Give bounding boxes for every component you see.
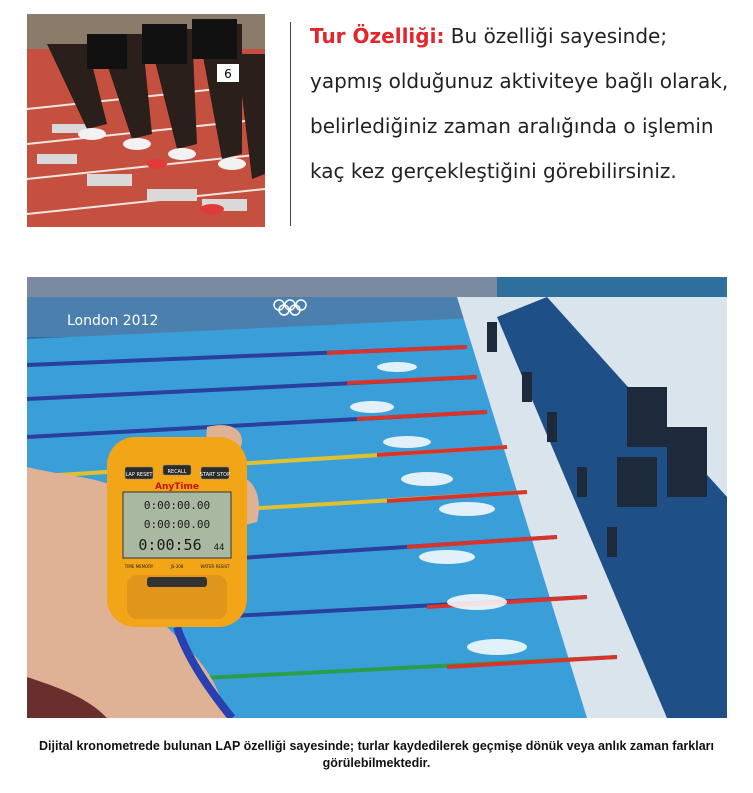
display-row-1: 0:00:00.00	[143, 499, 211, 512]
feature-title: Tur Özelliği:	[310, 24, 445, 48]
label-memory: TIME MEMORY	[124, 564, 154, 569]
sprinters-illustration	[27, 14, 265, 227]
button-label-recall: RECALL	[167, 469, 187, 475]
bib-number: 6	[224, 67, 232, 81]
display-row-3-small: 44	[213, 543, 225, 553]
label-model: JS-308	[170, 564, 184, 569]
feature-body: Bu özelliği sayesinde; yapmış olduğunuz aktiviteye bağlı olarak, belirlediğiniz zaman aralığında o işlemin kaç kez gerçekleştiğini görebilirsiniz.	[310, 24, 729, 183]
button-label-start: START STOP	[199, 472, 231, 478]
button-label-lap: LAP RESET	[125, 472, 153, 478]
photo-caption: Dijital kronometrede bulunan LAP özelliği sayesinde; turlar kaydedilerek geçmişe dönük veya anlık zaman farkları görülebilmektedir.	[38, 739, 714, 770]
vertical-divider	[290, 22, 291, 226]
display-row-2: 0:00:00.00	[143, 518, 211, 531]
feature-description	[310, 14, 735, 194]
display-row-3: 0:00:56	[138, 536, 202, 554]
stopwatch-brand: AnyTime	[155, 482, 199, 492]
banner-text: London 2012	[67, 313, 159, 329]
pool-stopwatch-photo	[27, 277, 727, 718]
sprinters-photo	[27, 14, 265, 227]
label-water: WATER RESIST	[200, 564, 230, 569]
pool-illustration	[27, 277, 727, 718]
